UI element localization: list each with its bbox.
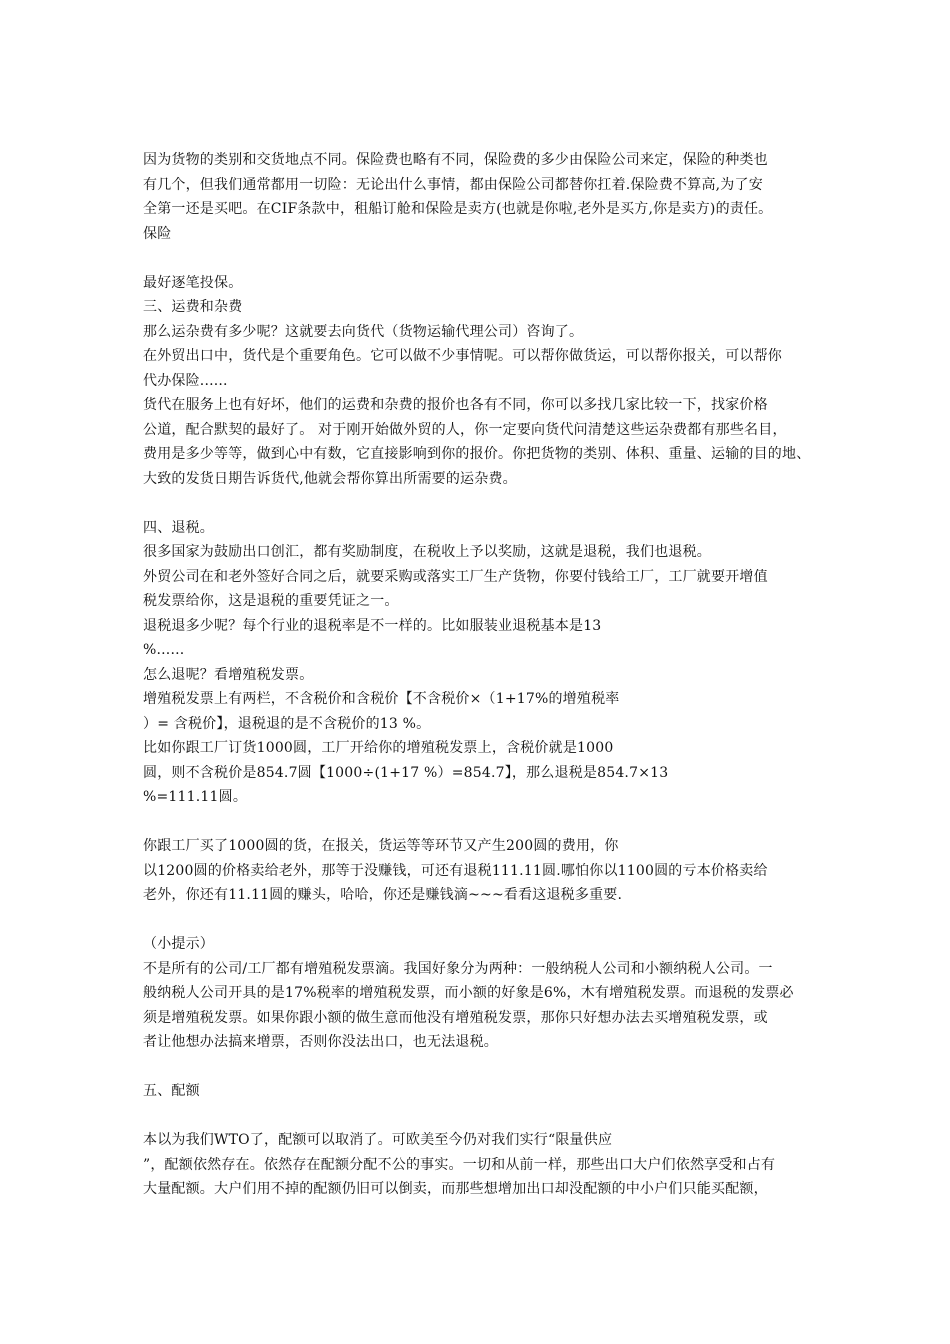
section-heading: 五、配额	[143, 1083, 200, 1099]
blank-line	[143, 1104, 815, 1129]
text-line: 不是所有的公司/工厂都有增殖税发票滴。我国好象分为两种：一般纳税人公司和小额纳税人公司。一	[143, 960, 773, 977]
text-line: 那么运杂费有多少呢？这就要去向货代（货物运输代理公司）咨询了。	[143, 323, 584, 340]
text-line: 退税退多少呢？每个行业的退税率是不一样的。比如服装业退税基本是13	[143, 617, 602, 634]
text-line: 外贸公司在和老外签好合同之后，就要采购或落实工厂生产货物，你要付钱给工厂，工厂就要开增值	[143, 568, 768, 585]
text-line: 圆，则不含税价是854.7圆【1000÷(1+17 %）=854.7】，那么退税是854.7×13	[143, 764, 669, 781]
text-line: 大量配额。大户们用不掉的配额仍旧可以倒卖，而那些想增加出口却没配额的中小户们只能买配额，	[143, 1181, 768, 1197]
blank-line	[143, 491, 815, 516]
text-line: %=111.11圆。	[143, 789, 248, 805]
text-line: 比如你跟工厂订货1000圆，工厂开给你的增殖税发票上，含税价就是1000	[143, 740, 614, 756]
text-line: ）= 含税价】，退税退的是不含税价的13 %。	[143, 715, 431, 732]
text-line: 因为货物的类别和交货地点不同。保险费也略有不同，保险费的多少由保险公司来定，保险的种类也	[143, 152, 768, 168]
text-line: 般纳税人公司开具的是17%税率的增殖税发票，而小额的好象是6%，木有增殖税发票。而退税的发票必	[143, 985, 794, 1001]
text-line: 本以为我们WTO了，配额可以取消了。可欧美至今仍对我们实行“限量供应	[143, 1132, 613, 1148]
text-line: 以1200圆的价格卖给老外，那等于没赚钱，可还有退税111.11圆.哪怕你以1100圆的亏本价格卖给	[143, 862, 768, 879]
text-line: 者让他想办法搞来增票，否则你没法出口，也无法退税。	[143, 1034, 498, 1050]
blank-line	[143, 1055, 815, 1080]
text-line: 很多国家为鼓励出口创汇，都有奖励制度，在税收上予以奖励，这就是退税，我们也退税。	[143, 544, 711, 560]
section-heading: 三、运费和杂费	[143, 299, 243, 315]
text-line: 保险	[143, 225, 172, 242]
text-line: 最好逐笔投保。	[143, 274, 243, 291]
text-line: 公道，配合默契的最好了。 对于刚开始做外贸的人，你一定要向货代问清楚这些运杂费都有那些名目，	[143, 421, 787, 438]
tip-heading: （小提示）	[143, 936, 214, 952]
text-line: 增殖税发票上有两栏，不含税价和含税价【不含税价×（1+17%的增殖税率	[143, 691, 620, 707]
text-line: 费用是多少等等，做到心中有数，它直接影响到你的报价。你把货物的类别、体积、重量、运输的目的地、	[143, 446, 811, 462]
blank-line	[143, 908, 815, 933]
text-line: 大致的发货日期告诉货代,他就会帮你算出所需要的运杂费。	[143, 470, 517, 487]
text-line: 代办保险......	[143, 372, 228, 389]
text-line: 有几个，但我们通常都用一切险：无论出什么事情，都由保险公司都替你扛着.保险费不算高,为了安	[143, 176, 763, 193]
blank-line	[143, 810, 815, 835]
text-line: 须是增殖税发票。如果你跟小额的做生意而他没有增殖税发票，那你只好想办法去买增殖税发票，或	[143, 1009, 768, 1026]
text-line: 怎么退呢？看增殖税发票。	[143, 666, 314, 683]
text-line: 在外贸出口中，货代是个重要角色。它可以做不少事情呢。可以帮你做货运，可以帮你报关，可以帮你	[143, 348, 782, 364]
blank-line	[143, 246, 815, 271]
document-page	[143, 148, 815, 1202]
text-line: 税发票给你，这是退税的重要凭证之一。	[143, 593, 399, 609]
text-line: 老外，你还有11.11圆的赚头，哈哈，你还是赚钱滴~~~看看这退税多重要.	[143, 887, 623, 903]
text-line: 你跟工厂买了1000圆的货，在报关，货运等等环节又产生200圆的费用，你	[143, 838, 619, 854]
text-line: 全第一还是买吧。在CIF条款中，租船订舱和保险是卖方(也就是你啦,老外是买方,你是卖方)的责任。	[143, 201, 773, 217]
text-line: %......	[143, 642, 185, 658]
text-line: ”，配额依然存在。依然存在配额分配不公的事实。一切和从前一样，那些出口大户们依然享受和占有	[143, 1156, 776, 1173]
section-heading: 四、退税。	[143, 519, 214, 536]
text-line: 货代在服务上也有好坏，他们的运费和杂费的报价也各有不同，你可以多找几家比较一下，找家价格	[143, 397, 768, 413]
